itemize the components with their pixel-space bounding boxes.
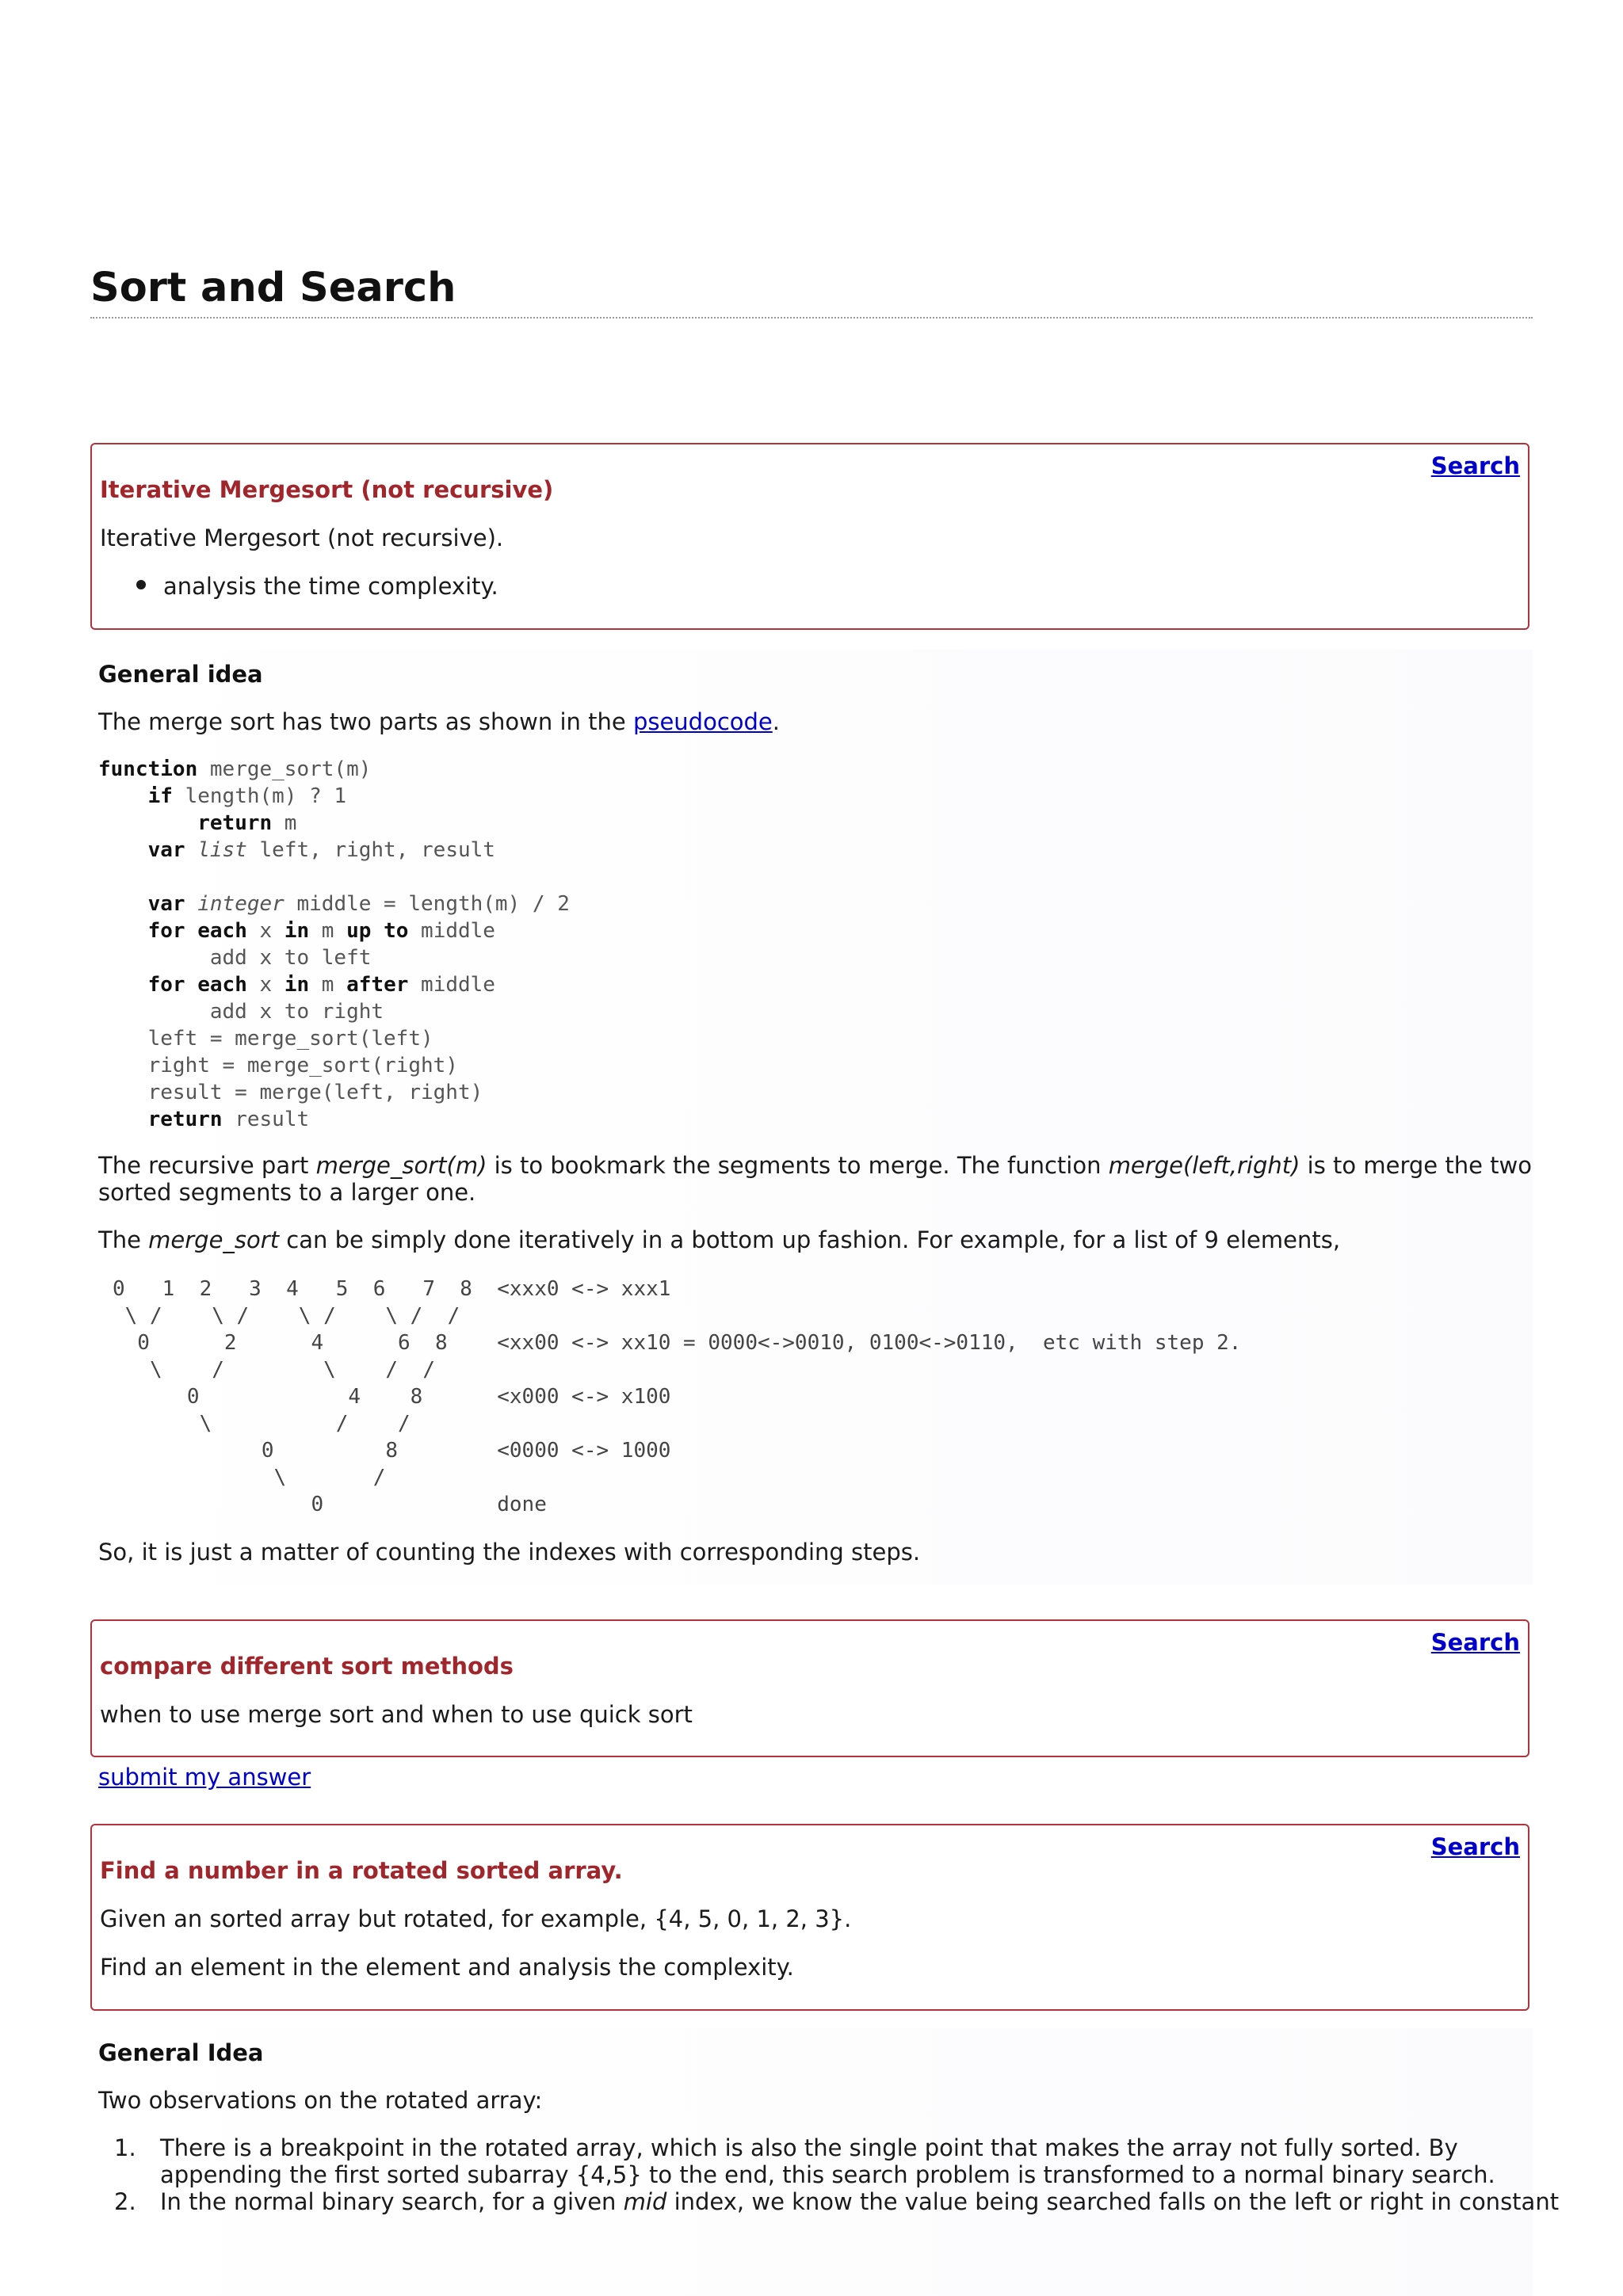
question-title: compare different sort methods: [100, 1653, 514, 1680]
question-text-1: Given an sorted array but rotated, for example, {4, 5, 0, 1, 2, 3}.: [100, 1905, 852, 1932]
bullet-icon: [136, 580, 146, 589]
search-link[interactable]: Search: [1430, 1833, 1520, 1860]
answer-heading: General Idea: [98, 2039, 264, 2066]
merge-tree-diagram: 0 1 2 3 4 5 6 7 8 <xxx0 <-> xxx1 \ / \ / \ / \ / / 0 2 4 6 8 <xx00 <-> xx10 = 0000<->0010, 0100<->0110, etc with step 2. \ / \ / / 0 4 8 <x000 <-> x100 \ / / 0 8 <0000 <-> 1000 \ / 0 done: [113, 1277, 1242, 1516]
submit-answer-link[interactable]: submit my answer: [98, 1764, 311, 1791]
question-box-rotated-array: [90, 1824, 1529, 2011]
question-box-iterative-mergesort: [90, 443, 1529, 630]
item2-part-a: In the normal binary search, for a given: [160, 2188, 624, 2215]
answer-paragraph-1: [98, 1152, 1532, 1179]
item2-part-b: index, we know the value being searched falls on the left or right in constant: [666, 2188, 1560, 2215]
question-title: Find a number in a rotated sorted array.: [100, 1857, 623, 1884]
answer-paragraph-2: [98, 1226, 1340, 1253]
question-box-compare-sort: [90, 1619, 1529, 1757]
question-title: Iterative Mergesort (not recursive): [100, 476, 554, 503]
para1-merge-term: merge(left,right): [1108, 1152, 1300, 1179]
intro-text: The merge sort has two parts as shown in the: [98, 708, 633, 735]
list-item-1-line-2: appending the first sorted subarray {4,5} to the end, this search problem is transformed to a normal binary search.: [160, 2161, 1495, 2188]
answer-section-rotated-array: [90, 2028, 1560, 2296]
answer-heading: General idea: [98, 661, 263, 688]
para1-part-b: is to bookmark the segments to merge. The function: [487, 1152, 1109, 1179]
question-text: Iterative Mergesort (not recursive).: [100, 524, 504, 551]
search-link[interactable]: Search: [1430, 452, 1520, 479]
para1-merge-sort-term: merge_sort(m): [315, 1152, 487, 1179]
question-text-2: Find an element in the element and analysis the complexity.: [100, 1954, 794, 1981]
list-item-number-1: 1.: [114, 2134, 136, 2161]
page-title: Sort and Search: [90, 260, 1533, 318]
para1-part-c: is to merge the two: [1300, 1152, 1532, 1179]
question-text: when to use merge sort and when to use quick sort: [100, 1701, 693, 1728]
para1-part-a: The recursive part: [98, 1152, 316, 1179]
search-link[interactable]: Search: [1430, 1629, 1520, 1656]
list-item-2-line-1: [160, 2188, 1559, 2215]
answer-intro: Two observations on the rotated array:: [98, 2087, 543, 2114]
item2-mid-term: mid: [623, 2188, 667, 2215]
intro-end: .: [772, 708, 780, 735]
para2-merge-sort-term: merge_sort: [148, 1226, 280, 1253]
pseudocode-block: function merge_sort(m) if length(m) ? 1 return m var list left, right, result var integer middle = length(m) / 2 for each x in m up to middle add x to left for each x in m after middle add x to right left = merge_sort(left) right = merge_sort(right) result = merge(left, right) return result: [98, 757, 570, 1131]
list-item-1-line-1: There is a breakpoint in the rotated array, which is also the single point that makes the array not fully sorted. By: [160, 2134, 1458, 2161]
answer-conclusion: So, it is just a matter of counting the indexes with corresponding steps.: [98, 1539, 921, 1566]
pseudocode-link[interactable]: pseudocode: [632, 708, 773, 735]
question-bullet: analysis the time complexity.: [163, 573, 498, 600]
answer-intro: [98, 708, 780, 735]
list-item-number-2: 2.: [114, 2188, 136, 2215]
para2-part-a: The: [98, 1226, 149, 1253]
answer-paragraph-1-line2: sorted segments to a larger one.: [98, 1179, 476, 1206]
answer-section-mergesort: [90, 650, 1533, 1585]
para2-part-b: can be simply done iteratively in a bottom up fashion. For example, for a list of 9 elements,: [279, 1226, 1341, 1253]
